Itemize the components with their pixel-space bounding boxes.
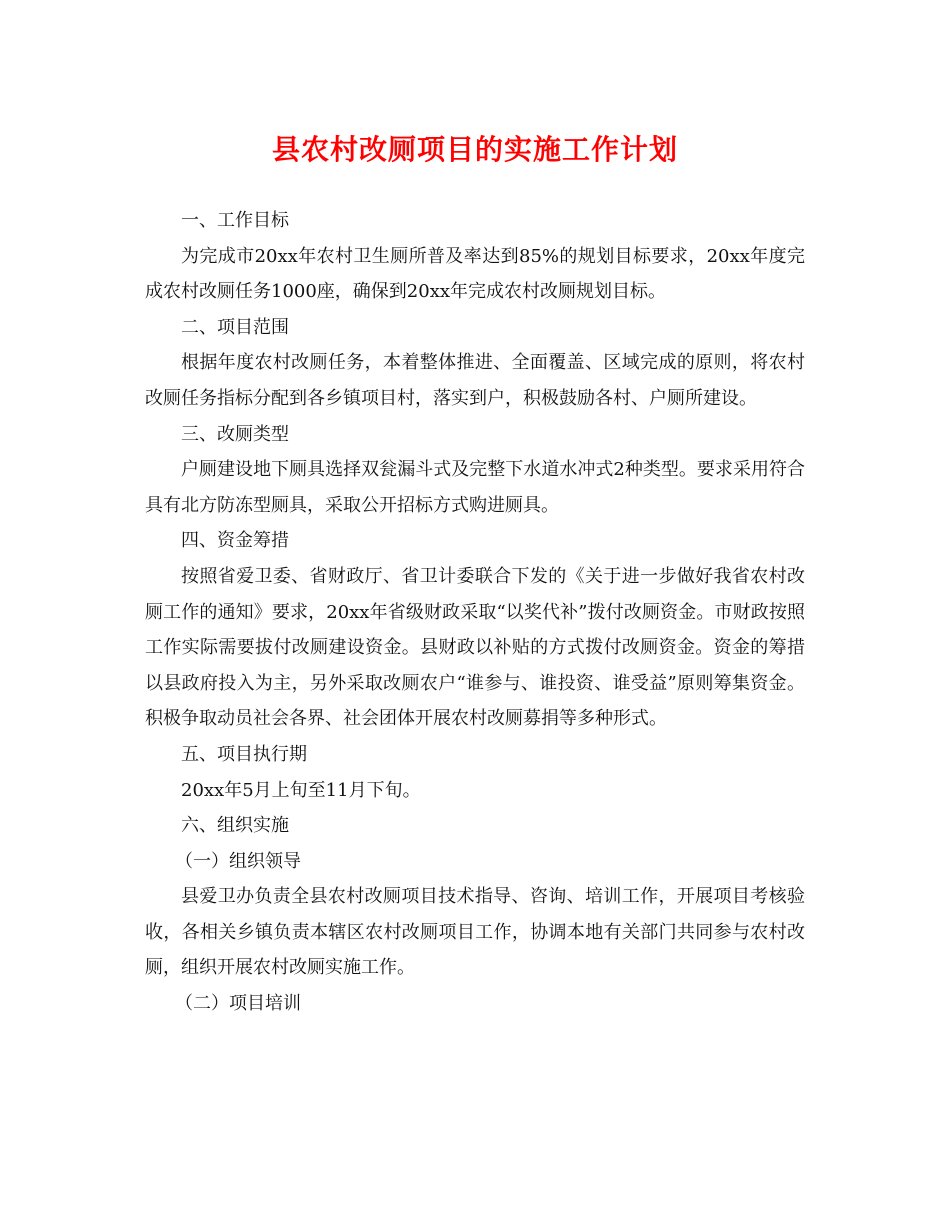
subheading-training: （二）项目培训 [175, 993, 301, 1015]
heading-project-scope: 二、项目范围 [181, 316, 289, 338]
paragraph-leadership: 县爱卫办负责全县农村改厕项目技术指导、咨询、培训工作，开展项目考核验收，各相关乡镇负责本辖区农村改厕项目工作，协调本地有关部门共同参与农村改厕，组织开展农村改厕实施工作。 [145, 886, 805, 979]
paragraph-execution-period: 20xx年5月上旬至11月下旬。 [181, 779, 421, 801]
subheading-leadership: （一）组织领导 [175, 850, 301, 872]
heading-organization: 六、组织实施 [181, 815, 289, 837]
paragraph-toilet-type: 户厕建设地下厕具选择双瓮漏斗式及完整下水道水冲式2种类型。要求采用符合具有北方防冻型厕具，采取公开招标方式购进厕具。 [145, 459, 805, 516]
paragraph-project-scope: 根据年度农村改厕任务，本着整体推进、全面覆盖、区域完成的原则，将农村改厕任务指标分配到各乡镇项目村，落实到户，积极鼓励各村、户厕所建设。 [145, 352, 805, 409]
paragraph-funding: 按照省爱卫委、省财政厅、省卫计委联合下发的《关于进一步做好我省农村改厕工作的通知》要求，20xx年省级财政采取“以奖代补”拨付改厕资金。市财政按照工作实际需要拔付改厕建设资金。县财政以补贴的方式拨付改厕资金。资金的筹措以县政府投入为主，另外采取改厕农户“谁参与、谁投资、谁受益”原则筹集资金。积极争取动员社会各界、社会团体开展农村改厕募捐等多种形式。 [145, 565, 805, 730]
document-title: 县农村改厕项目的实施工作计划 [271, 133, 678, 166]
document-body [145, 203, 805, 1022]
heading-toilet-type: 三、改厕类型 [181, 423, 289, 445]
heading-execution-period: 五、项目执行期 [181, 743, 307, 765]
paragraph-work-goal: 为完成市20xx年农村卫生厕所普及率达到85%的规划目标要求，20xx年度完成农村改厕任务1000座，确保到20xx年完成农村改厕规划目标。 [145, 245, 805, 303]
heading-work-goal: 一、工作目标 [181, 210, 289, 231]
heading-funding: 四、资金筹措 [181, 530, 289, 552]
